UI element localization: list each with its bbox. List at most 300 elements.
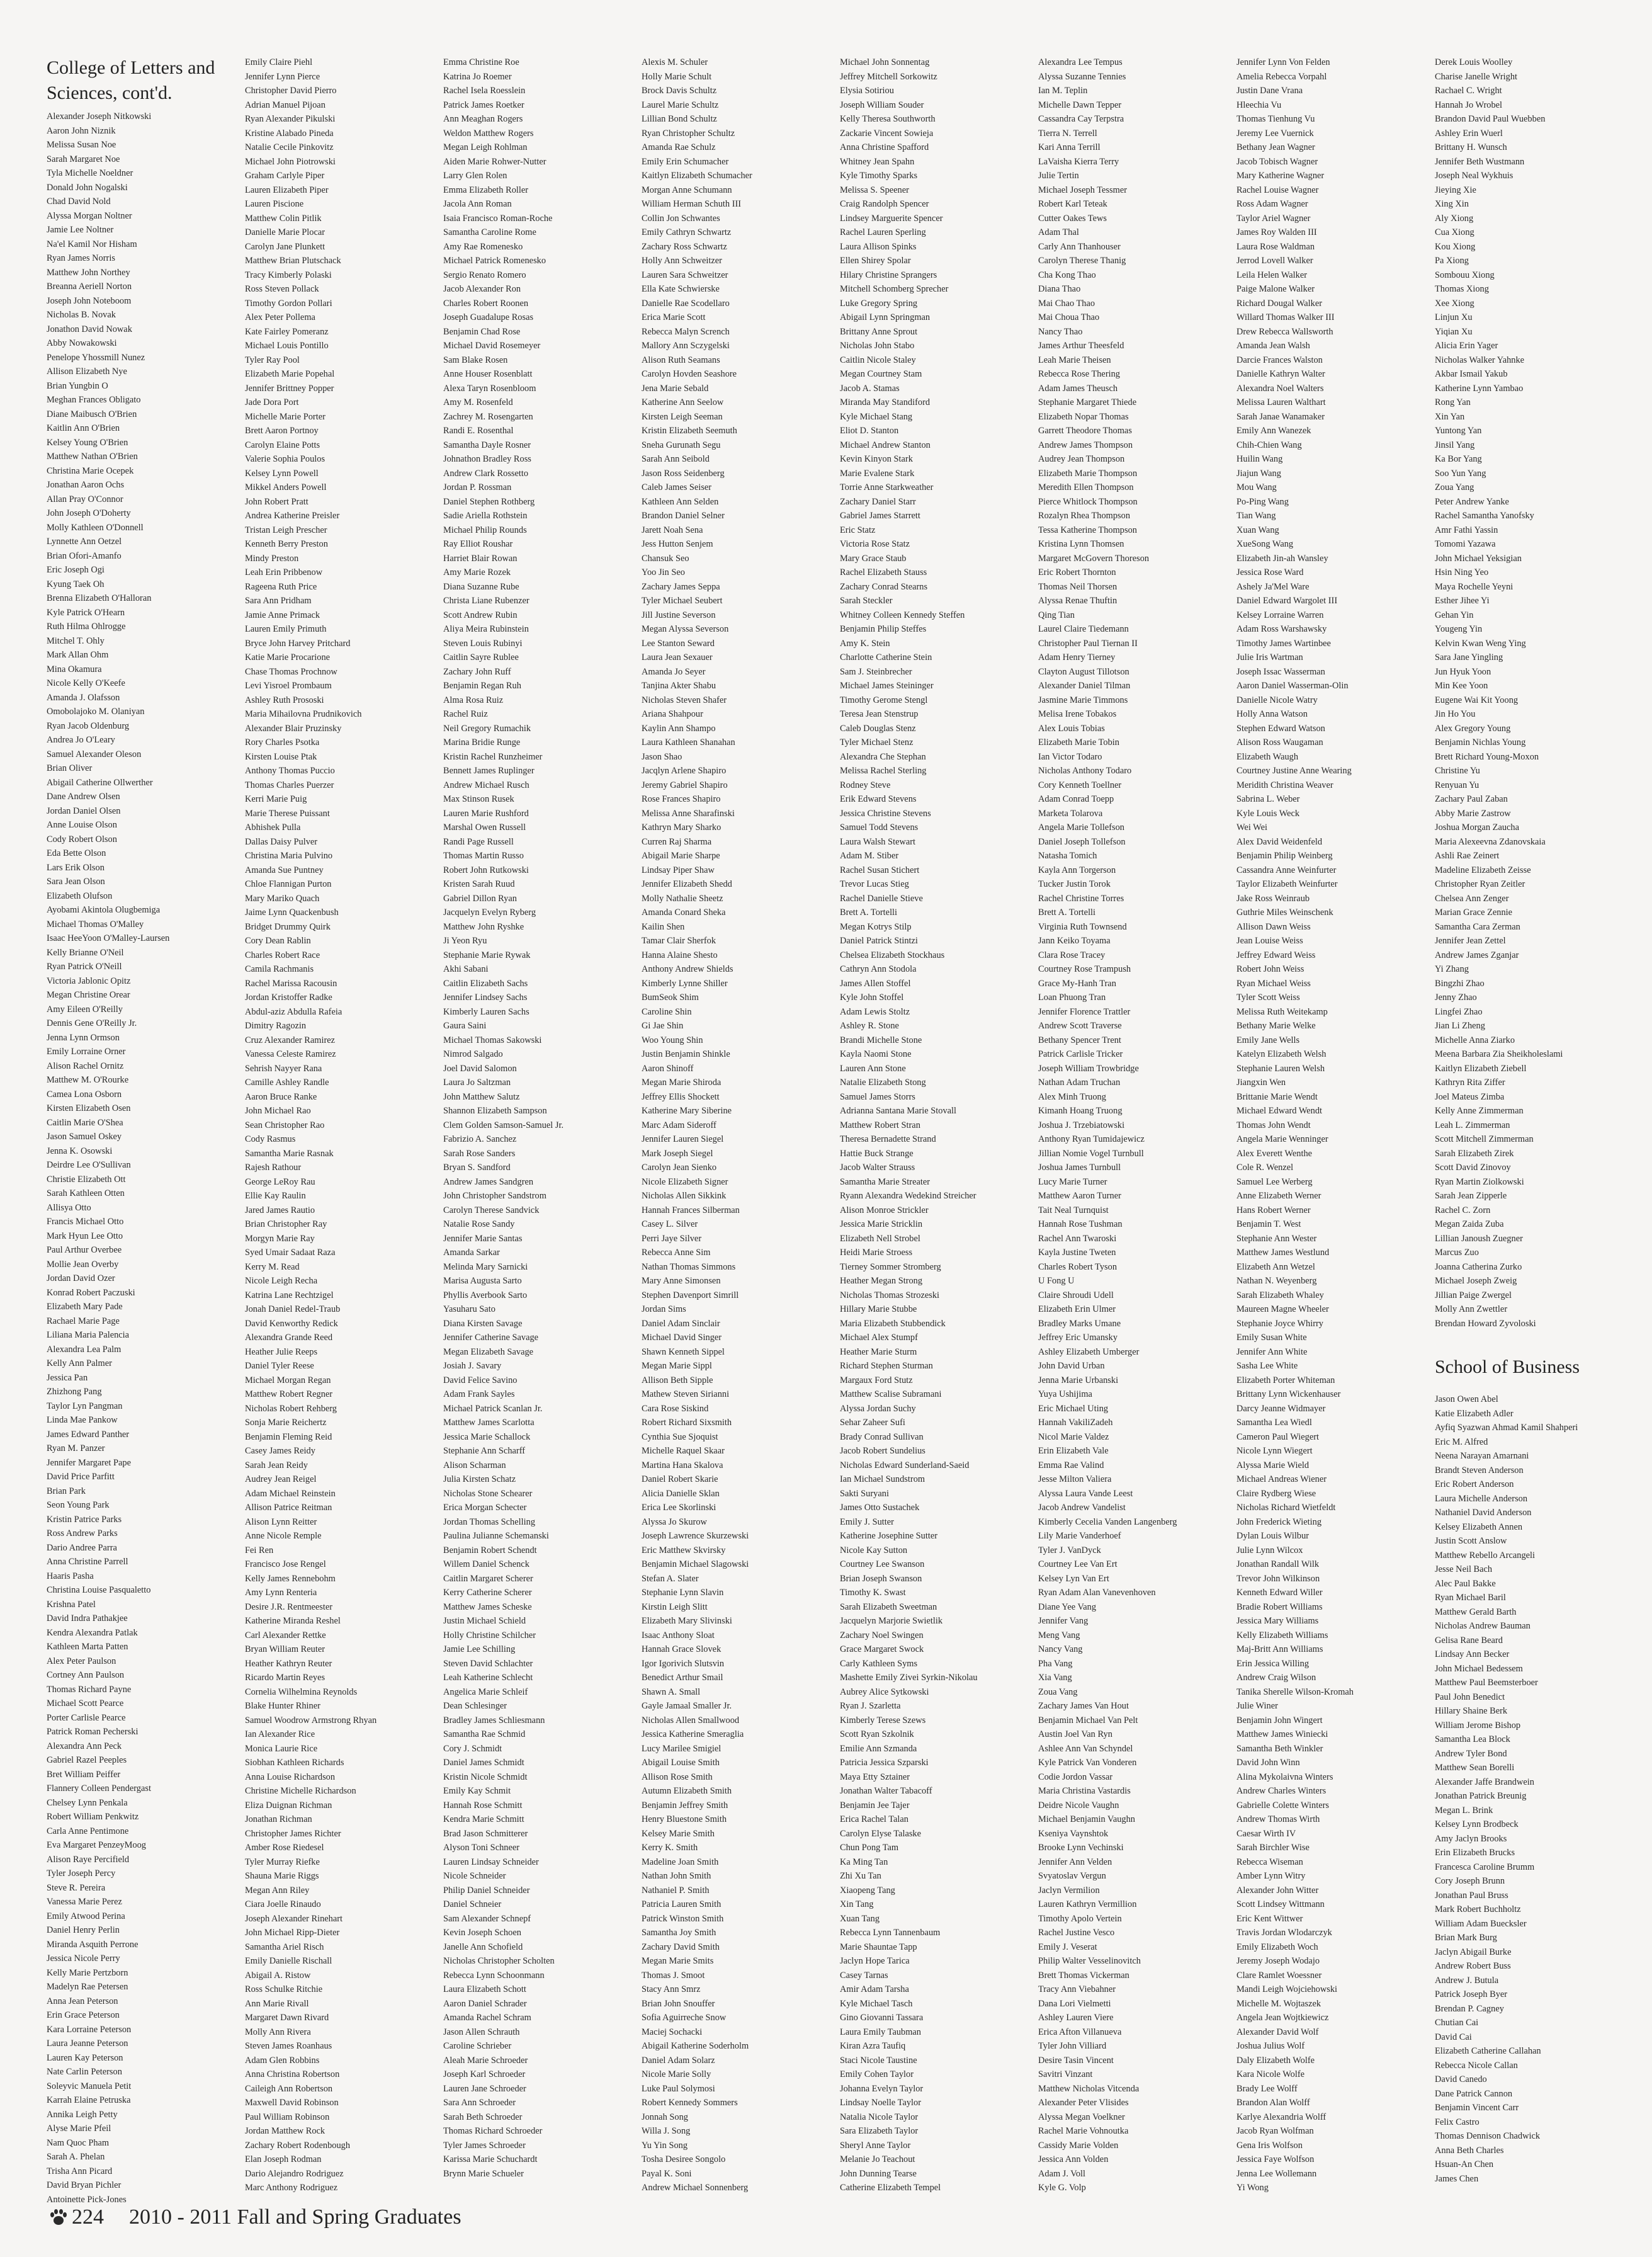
graduate-name: Yi Wong xyxy=(1236,2183,1269,2193)
graduate-name: Kseniya Vaynshtok xyxy=(1038,1828,1109,1839)
graduate-name: Elizabeth Mary Slivinski xyxy=(642,1616,732,1626)
graduate-name: Jenna Marie Urbanski xyxy=(1038,1375,1119,1385)
graduate-name: Gayle Jamaal Smaller Jr. xyxy=(642,1701,732,1711)
graduate-name: Cody Robert Olson xyxy=(47,834,117,844)
graduate-name: Dallas Daisy Pulver xyxy=(245,836,318,847)
graduate-name: Heather Megan Strong xyxy=(840,1276,923,1286)
graduate-name: Tyler Scott Weiss xyxy=(1236,992,1300,1003)
graduate-name: Sofia Aguirreche Snow xyxy=(642,2013,727,2023)
graduate-name: Alex Peter Pollema xyxy=(245,312,315,322)
graduate-name: Brett A. Tortelli xyxy=(840,907,898,918)
graduate-name: Trevor Lucas Stieg xyxy=(840,879,909,889)
graduate-name: Ashley Erin Wuerl xyxy=(1435,128,1503,139)
graduate-name: Ryan Michael Baril xyxy=(1435,1593,1506,1603)
graduate-name: XueSong Wang xyxy=(1236,539,1294,549)
graduate-name: Megan Christine Orear xyxy=(47,990,130,1000)
graduate-name: Kyle Timothy Sparks xyxy=(840,171,918,181)
graduate-name: Rong Yan xyxy=(1435,397,1471,407)
graduate-name: Abby Nowakowski xyxy=(47,338,117,348)
graduate-name: Michael Philip Rounds xyxy=(443,525,527,535)
graduate-name: Daniel Henry Perlin xyxy=(47,1925,120,1935)
graduate-name: Laura Jeanne Peterson xyxy=(47,2038,128,2049)
graduate-name: Graham Carlyle Piper xyxy=(245,171,325,181)
graduate-name: Julie Winer xyxy=(1236,1701,1278,1711)
graduate-name: Amber Rose Riedesel xyxy=(245,1843,324,1853)
graduate-name: Hsin Ning Yeo xyxy=(1435,567,1489,577)
graduate-name: Margaret McGovern Thoreson xyxy=(1038,553,1150,564)
graduate-name: Tracy Kimberly Polaski xyxy=(245,270,332,280)
graduate-name: Alexandra Noel Walters xyxy=(1236,383,1324,394)
graduate-name: Ryan J. Szarletta xyxy=(840,1701,901,1711)
name-column xyxy=(840,55,1033,2193)
graduate-name: Timothy Apolo Vertein xyxy=(1038,1913,1122,1924)
graduate-name: Randi Page Russell xyxy=(443,836,514,847)
graduate-name: George LeRoy Rau xyxy=(245,1176,315,1187)
graduate-name: Abdul-aziz Abdulla Rafeia xyxy=(245,1006,342,1017)
graduate-name: Melisa Irene Tobakos xyxy=(1038,709,1117,719)
graduate-name: Karissa Marie Schuchardt xyxy=(443,2154,538,2164)
graduate-name: Nicholas Robert Rehberg xyxy=(245,1403,337,1414)
graduate-name: Meredith Ellen Thompson xyxy=(1038,482,1134,492)
graduate-name: Alison Rachel Ornitz xyxy=(47,1060,124,1071)
graduate-name: Jennifer Brittney Popper xyxy=(245,383,334,394)
graduate-name: Dennis Gene O'Reilly Jr. xyxy=(47,1018,137,1028)
graduate-name: Aly Xiong xyxy=(1435,213,1474,224)
graduate-name: Jacob A. Stamas xyxy=(840,383,900,394)
graduate-name: Alyse Marie Pfeil xyxy=(47,2123,111,2134)
graduate-name: Carly Kathleen Syms xyxy=(840,1658,918,1669)
graduate-name: Hannah Grace Slovek xyxy=(642,1644,721,1654)
paw-print-icon xyxy=(49,2208,68,2227)
name-column xyxy=(1038,55,1231,2193)
graduate-name: Joseph Alexander Rinehart xyxy=(245,1913,343,1924)
graduate-name: Grace Margaret Swock xyxy=(840,1644,924,1654)
graduate-name: Amanda Conard Sheka xyxy=(642,907,726,918)
graduate-name: James Allen Stoffel xyxy=(840,978,911,989)
name-column xyxy=(1435,55,1628,2184)
graduate-name: Melanie Jo Teachout xyxy=(840,2154,915,2164)
graduate-name: Craig Randolph Spencer xyxy=(840,199,929,209)
graduate-name: Anna Jean Peterson xyxy=(47,1996,118,2006)
graduate-name: Blake Hunter Rhiner xyxy=(245,1701,320,1711)
graduate-name: Kelsey Lynn Powell xyxy=(245,468,319,479)
graduate-name: Rebecca Nicole Callan xyxy=(1435,2060,1518,2071)
graduate-name: Dana Lori Vielmetti xyxy=(1038,1998,1111,2009)
graduate-list xyxy=(642,55,835,2195)
graduate-name: Rachel Danielle Stieve xyxy=(840,893,923,904)
graduate-name: Renyuan Yu xyxy=(1435,780,1479,790)
graduate-name: Robert William Penkwitz xyxy=(47,1812,139,1822)
graduate-name: Nicholas John Stabo xyxy=(840,341,915,351)
graduate-name: Rajesh Rathour xyxy=(245,1163,302,1173)
graduate-name: Angela Jean Wojtkiewicz xyxy=(1236,2013,1329,2023)
graduate-name: Anne Louise Olson xyxy=(47,820,117,830)
graduate-name: Steven Louis Rubinyi xyxy=(443,638,523,649)
graduate-name: Breanna Aeriell Norton xyxy=(47,281,132,292)
graduate-name: Tessa Katherine Thompson xyxy=(1038,525,1137,535)
graduate-name: Ross Steven Pollack xyxy=(245,284,319,294)
graduate-name: Jacob Alexander Ron xyxy=(443,284,521,294)
graduate-name: Brian Yungbin O xyxy=(47,380,108,391)
graduate-name: Amanda Rae Schulz xyxy=(642,142,716,152)
graduate-name: Sergio Renato Romero xyxy=(443,270,526,280)
graduate-name: Jessica Faye Wolfson xyxy=(1236,2154,1315,2164)
graduate-name: Melissa Ruth Weitekamp xyxy=(1236,1006,1328,1017)
graduate-name: Sombouu Xiong xyxy=(1435,270,1495,280)
graduate-name: Catherine Elizabeth Tempel xyxy=(840,2183,941,2193)
graduate-name: Molly Kathleen O'Donnell xyxy=(47,522,144,533)
graduate-name: Jade Dora Port xyxy=(245,397,299,407)
graduate-name: Justin Scott Anslow xyxy=(1435,1536,1507,1546)
graduate-name: Alicia Erin Yager xyxy=(1435,341,1498,351)
graduate-name: Joseph Issac Wasserman xyxy=(1236,666,1325,677)
graduate-name: Ryan Alexander Pikulski xyxy=(245,114,336,124)
graduate-name: Julie Iris Wartman xyxy=(1236,652,1303,662)
graduate-name: Michael Andreas Wiener xyxy=(1236,1474,1327,1484)
graduate-name: Camila Rachmanis xyxy=(245,964,314,974)
graduate-name: Jiangxin Wen xyxy=(1236,1077,1286,1088)
graduate-name: Maya Rochelle Yeyni xyxy=(1435,581,1513,592)
graduate-name: Caitlin Elizabeth Sachs xyxy=(443,978,528,989)
graduate-name: Sheryl Anne Taylor xyxy=(840,2140,911,2151)
graduate-name: Caleb James Seiser xyxy=(642,482,712,492)
graduate-name: Eliza Duignan Richman xyxy=(245,1800,332,1811)
graduate-name: Courtney Lee Swanson xyxy=(840,1559,925,1569)
graduate-name: Emma Christine Roe xyxy=(443,57,519,67)
graduate-name: Kimberly Lynne Shiller xyxy=(642,978,728,989)
graduate-name: Cynthia Sue Sjoquist xyxy=(642,1431,718,1442)
graduate-name: Emily J. Veserat xyxy=(1038,1941,1097,1952)
graduate-name: Kayla Ann Torgerson xyxy=(1038,865,1116,875)
graduate-name: Zhizhong Pang xyxy=(47,1387,102,1397)
graduate-name: Nicholas B. Novak xyxy=(47,310,116,320)
graduate-name: Jacob Robert Sundelius xyxy=(840,1446,925,1456)
graduate-name: Charise Janelle Wright xyxy=(1435,71,1518,82)
graduate-name: Marian Grace Zennie xyxy=(1435,907,1513,918)
graduate-name: Matthew Brian Plutschack xyxy=(245,256,341,266)
graduate-name: Alexandra Grande Reed xyxy=(245,1333,333,1343)
graduate-name: Lauren Elizabeth Piper xyxy=(245,185,329,195)
graduate-name: Amir Adam Tarsha xyxy=(840,1984,909,1994)
graduate-name: Hleechia Vu xyxy=(1236,99,1282,110)
graduate-name: Zackarie Vincent Sowieja xyxy=(840,128,934,139)
graduate-name: Mitchel T. Ohly xyxy=(47,635,105,646)
graduate-name: Abigail Catherine Ollwerther xyxy=(47,777,153,788)
page-footer xyxy=(49,2202,461,2233)
graduate-name: Peter Andrew Yanke xyxy=(1435,496,1509,507)
graduate-name: John Michael Yeksigian xyxy=(1435,553,1522,564)
graduate-name: Robert Karl Teteak xyxy=(1038,199,1107,209)
graduate-name: Ryan Adam Alan Vanevenhoven xyxy=(1038,1588,1156,1598)
graduate-name: Stephanie Lauren Welsh xyxy=(1236,1063,1325,1074)
graduate-name: Robert John Weiss xyxy=(1236,964,1304,974)
graduate-name: Christina Maria Pulvino xyxy=(245,851,333,861)
graduate-name: Katelyn Elizabeth Welsh xyxy=(1236,1049,1327,1059)
graduate-name: Adam Henry Tierney xyxy=(1038,652,1116,662)
graduate-name: Jacob Andrew Vandelist xyxy=(1038,1503,1126,1513)
graduate-name: Madeline Joan Smith xyxy=(642,1856,719,1867)
graduate-name: Michael Thomas O'Malley xyxy=(47,919,144,930)
graduate-name: Sarah Margaret Noe xyxy=(47,154,120,164)
graduate-name: Collin Jon Schwantes xyxy=(642,213,720,224)
graduate-name: Alec Paul Bakke xyxy=(1435,1578,1496,1589)
graduate-name: Adam Lewis Stoltz xyxy=(840,1006,910,1017)
graduate-name: Daniel Robert Skarie xyxy=(642,1474,718,1484)
graduate-name: Diane Yee Vang xyxy=(1038,1601,1097,1612)
graduate-name: Xee Xiong xyxy=(1435,298,1474,309)
graduate-name: Mary Grace Staub xyxy=(840,553,907,564)
graduate-name: Kara Lorraine Peterson xyxy=(47,2024,132,2035)
graduate-name: Philip Walter Vesselinovitch xyxy=(1038,1956,1141,1966)
graduate-name: Caitlin Sayre Rublee xyxy=(443,652,519,662)
graduate-name: Ashely Ja'Mel Ware xyxy=(1236,581,1310,592)
graduate-name: Bradie Robert Williams xyxy=(1236,1601,1323,1612)
graduate-name: Anna Christina Robertson xyxy=(245,2069,340,2079)
graduate-name: Sam Blake Rosen xyxy=(443,355,508,365)
graduate-name: Danielle Kathryn Walter xyxy=(1236,369,1325,379)
graduate-name: Shannon Elizabeth Sampson xyxy=(443,1106,547,1116)
graduate-name: Stephanie Marie Rywak xyxy=(443,950,531,960)
graduate-name: Lynnette Ann Oetzel xyxy=(47,537,122,547)
graduate-name: Alexander Peter Vlisides xyxy=(1038,2098,1129,2108)
graduate-name: Leah Erin Pribbenow xyxy=(245,567,323,577)
graduate-name: Andrew Michael Sonnenberg xyxy=(642,2183,749,2193)
graduate-name: Daniel Edward Wargolet III xyxy=(1236,596,1338,606)
graduate-name: Adrian Manuel Pijoan xyxy=(245,99,325,110)
graduate-name: Ryann Alexandra Wedekind Streicher xyxy=(840,1191,976,1201)
graduate-name: Benjamin Michael Slagowski xyxy=(642,1559,749,1569)
graduate-name: Rachel Samantha Yanofsky xyxy=(1435,511,1534,521)
graduate-name: David Cai xyxy=(1435,2032,1472,2042)
graduate-name: Matthew James Scheske xyxy=(443,1601,532,1612)
graduate-name: Yougeng Yin xyxy=(1435,624,1483,634)
graduate-name: Nicholas Anthony Todaro xyxy=(1038,766,1132,776)
graduate-name: Lauren Sara Schweitzer xyxy=(642,270,728,280)
graduate-name: Alex Peter Paulson xyxy=(47,1656,116,1666)
graduate-name: Caitlin Marie O'Shea xyxy=(47,1117,123,1128)
graduate-name: Sarah Steckler xyxy=(840,596,893,606)
graduate-name: Tyler Ray Pool xyxy=(245,355,300,365)
graduate-name: Elizabeth Catherine Callahan xyxy=(1435,2046,1541,2056)
graduate-name: Sadie Ariella Rothstein xyxy=(443,511,528,521)
graduate-name: Ryan Michael Weiss xyxy=(1236,978,1311,989)
graduate-name: Laura Walsh Stewart xyxy=(840,836,916,847)
graduate-name: Eliot D. Stanton xyxy=(840,426,899,436)
graduate-name: Rebecca Rose Thering xyxy=(1038,369,1121,379)
graduate-name: Ricardo Martin Reyes xyxy=(245,1673,325,1683)
graduate-name: Elizabeth Marie Popehal xyxy=(245,369,335,379)
graduate-name: Heather Marie Sturm xyxy=(840,1346,917,1357)
graduate-name: Jennifer Florence Trattler xyxy=(1038,1006,1131,1017)
graduate-name: Nicholas Christopher Scholten xyxy=(443,1956,555,1966)
graduate-name: Ellen Shirey Spolar xyxy=(840,256,911,266)
graduate-name: Miranda Asquith Perrone xyxy=(47,1939,139,1950)
graduate-name: Kate Fairley Pomeranz xyxy=(245,326,329,337)
graduate-name: John Matthew Salutz xyxy=(443,1091,520,1102)
graduate-name: Nicholas Thomas Strozeski xyxy=(840,1290,940,1300)
graduate-name: Teresa Jean Stenstrup xyxy=(840,709,919,719)
graduate-name: Chih-Chien Wang xyxy=(1236,440,1302,450)
graduate-name: Nathan John Smith xyxy=(642,1871,711,1881)
graduate-name: Hanna Alaine Shesto xyxy=(642,950,718,960)
name-column xyxy=(1236,55,1430,2193)
graduate-name: Brittany H. Wunsch xyxy=(1435,142,1507,152)
graduate-name: Cruz Alexander Ramirez xyxy=(245,1035,336,1045)
graduate-name: Nicole Leigh Recha xyxy=(245,1276,318,1286)
graduate-name: Benjamin Philip Weinberg xyxy=(1236,851,1333,861)
graduate-name: Aiden Marie Rohwer-Nutter xyxy=(443,156,546,167)
graduate-name: Adrianna Santana Marie Stovall xyxy=(840,1106,957,1116)
graduate-name: Svyatoslav Vergun xyxy=(1038,1871,1106,1881)
graduate-name: Cody Rasmus xyxy=(245,1134,296,1144)
graduate-name: Laura Rose Waldman xyxy=(1236,241,1315,252)
graduate-name: Lindsay Ann Becker xyxy=(1435,1649,1510,1659)
graduate-name: Cornelia Wilhelmina Reynolds xyxy=(245,1686,358,1697)
graduate-name: Jill Justine Severson xyxy=(642,610,716,620)
graduate-name: Jordan P. Rossman xyxy=(443,482,512,492)
graduate-name: Michelle Raquel Skaar xyxy=(642,1446,725,1456)
graduate-name: Bridget Drummy Quirk xyxy=(245,921,331,932)
graduate-name: Jonnah Song xyxy=(642,2112,688,2122)
graduate-name: Emily Atwood Perina xyxy=(47,1911,125,1921)
graduate-name: Ka Ming Tan xyxy=(840,1856,888,1867)
graduate-name: Lars Erik Olson xyxy=(47,862,105,873)
graduate-name: Clare Ramlet Woessner xyxy=(1236,1970,1322,1981)
graduate-name: Cory Dean Rablin xyxy=(245,936,311,946)
graduate-name: Zoua Vang xyxy=(1038,1686,1078,1697)
graduate-name: Ann Marie Rivall xyxy=(245,1998,309,2009)
graduate-name: Alyssa Jo Skurow xyxy=(642,1516,707,1527)
graduate-name: Christie Elizabeth Ott xyxy=(47,1174,126,1185)
graduate-name: Linda Mae Pankow xyxy=(47,1415,118,1425)
graduate-name: Elizabeth Olufson xyxy=(47,890,113,901)
graduate-name: Michael Thomas Sakowski xyxy=(443,1035,542,1045)
graduate-name: Jaclyn Abigail Burke xyxy=(1435,1947,1512,1957)
graduate-name: Brittanie Marie Wendt xyxy=(1236,1091,1318,1102)
graduate-name: Alison Monroe Strickler xyxy=(840,1205,929,1215)
graduate-name: Kelvin Kwan Weng Ying xyxy=(1435,638,1526,649)
graduate-name: Johanna Evelyn Taylor xyxy=(840,2083,924,2094)
graduate-name: Isaac HeeYoon O'Malley-Laursen xyxy=(47,933,170,943)
graduate-name: Benjamin John Wingert xyxy=(1236,1715,1323,1725)
graduate-name: Kelsey Marie Smith xyxy=(642,1828,715,1839)
graduate-name: Christopher David Pierro xyxy=(245,86,337,96)
graduate-name: Monica Laurie Rice xyxy=(245,1743,318,1754)
graduate-name: Chun Pong Tam xyxy=(840,1843,899,1853)
graduate-name: Michael David Singer xyxy=(642,1333,722,1343)
graduate-name: Amanda Sue Puntney xyxy=(245,865,324,875)
graduate-name: Michael Scott Pearce xyxy=(47,1698,124,1708)
graduate-name: Liliana Maria Palencia xyxy=(47,1330,130,1340)
graduate-name: Stephanie Lynn Slavin xyxy=(642,1588,724,1598)
graduate-name: Nathaniel P. Smith xyxy=(642,1885,710,1896)
graduate-name: Clem Golden Samson-Samuel Jr. xyxy=(443,1120,564,1130)
graduate-name: Matthew Sean Borelli xyxy=(1435,1763,1515,1773)
graduate-name: Akbar Ismail Yakub xyxy=(1435,369,1508,379)
graduate-name: Kirsten Leigh Seeman xyxy=(642,411,723,422)
graduate-name: Joshua Julius Wolf xyxy=(1236,2041,1305,2051)
graduate-name: Julia Kirsten Schatz xyxy=(443,1474,516,1484)
graduate-name: John Robert Pratt xyxy=(245,496,308,507)
graduate-name: Stefan A. Slater xyxy=(642,1573,699,1584)
graduate-name: Jun Hyuk Yoon xyxy=(1435,666,1491,677)
graduate-name: Angela Marie Tollefson xyxy=(1038,822,1124,833)
graduate-name: Hsuan-An Chen xyxy=(1435,2159,1494,2169)
graduate-name: Patrick Joseph Byer xyxy=(1435,1989,1508,1999)
graduate-name: Dario Andree Parra xyxy=(47,1542,117,1553)
graduate-name: Thomas Charles Puerzer xyxy=(245,780,334,790)
graduate-name: Jillian Nomie Vogel Turnbull xyxy=(1038,1148,1144,1159)
graduate-name: Charlotte Catherine Stein xyxy=(840,652,932,662)
graduate-name: Mary Katherine Wagner xyxy=(1236,171,1325,181)
graduate-name: Anne Houser Rosenblatt xyxy=(443,369,533,379)
graduate-name: Matthew Robert Regner xyxy=(245,1389,333,1399)
graduate-name: Nathaniel David Anderson xyxy=(1435,1508,1532,1518)
graduate-name: Christa Liane Rubenzer xyxy=(443,596,529,606)
graduate-name: Eva Margaret PenzeyMoog xyxy=(47,1840,146,1850)
graduate-name: Gaura Saini xyxy=(443,1021,487,1031)
graduate-name: Nicholas Andrew Bauman xyxy=(1435,1621,1530,1631)
graduate-name: Carly Ann Thanhouser xyxy=(1038,241,1121,252)
graduate-name: Jennifer Vang xyxy=(1038,1616,1089,1626)
graduate-name: Steve R. Pereira xyxy=(47,1882,106,1893)
graduate-name: Whitney Colleen Kennedy Steffen xyxy=(840,610,965,620)
graduate-name: Maria Alexeevna Zdanovskaia xyxy=(1435,836,1546,847)
graduate-name: Nicole Lynn Wiegert xyxy=(1236,1446,1313,1456)
graduate-name: Chelsea Elizabeth Stockhaus xyxy=(840,950,945,960)
graduate-name: Desire Tasin Vincent xyxy=(1038,2055,1114,2066)
graduate-name: Samantha Joy Smith xyxy=(642,1928,716,1938)
graduate-name: Ian Victor Todaro xyxy=(1038,751,1102,762)
graduate-name: Emily J. Sutter xyxy=(840,1516,894,1527)
graduate-name: Tyler John Villiard xyxy=(1038,2041,1107,2051)
graduate-name: Natalia Nicole Taylor xyxy=(840,2112,919,2122)
graduate-name: Michael Edward Wendt xyxy=(1236,1106,1323,1116)
graduate-name: Lauren Lindsay Schneider xyxy=(443,1856,539,1867)
graduate-name: Anthony Ryan Tumidajewicz xyxy=(1038,1134,1145,1144)
graduate-name: Marc Anthony Rodriguez xyxy=(245,2183,338,2193)
graduate-name: Kelly Marie Pertzborn xyxy=(47,1967,128,1978)
graduate-name: Benjamin Vincent Carr xyxy=(1435,2103,1519,2113)
graduate-name: Elizabeth Porter Whiteman xyxy=(1236,1375,1335,1385)
graduate-name: Nathan Thomas Simmons xyxy=(642,1261,736,1272)
graduate-name: Jason Samuel Oskey xyxy=(47,1132,122,1142)
graduate-name: Rebecca Wiseman xyxy=(1236,1856,1303,1867)
graduate-name: Sam J. Steinbrecher xyxy=(840,666,912,677)
graduate-name: Julie Tertin xyxy=(1038,171,1079,181)
graduate-name: Alexandra Lea Palm xyxy=(47,1344,122,1355)
graduate-name: Mai Chao Thao xyxy=(1038,298,1095,309)
graduate-name: Kathleen Ann Selden xyxy=(642,496,719,507)
graduate-name: Kimanh Hoang Truong xyxy=(1038,1106,1123,1116)
graduate-name: Tyla Michelle Noeldner xyxy=(47,168,133,178)
graduate-name: Francesca Caroline Brumm xyxy=(1435,1862,1535,1872)
graduate-name: Morgan Anne Schumann xyxy=(642,185,732,195)
graduate-name: Dean Schlesinger xyxy=(443,1701,507,1711)
graduate-name: Rozalyn Rhea Thompson xyxy=(1038,511,1131,521)
graduate-name: Chelsey Lynn Penkala xyxy=(47,1797,128,1808)
graduate-name: Lindsay Piper Shaw xyxy=(642,865,715,875)
graduate-name: Luke Paul Solymosi xyxy=(642,2083,715,2094)
graduate-name: Richard Stephen Sturman xyxy=(840,1361,933,1371)
graduate-name: Lucy Marie Turner xyxy=(1038,1176,1107,1187)
graduate-name: Megan Courtney Stam xyxy=(840,369,922,379)
graduate-name: Erin Elizabeth Vale xyxy=(1038,1446,1109,1456)
graduate-name: Brandi Michelle Stone xyxy=(840,1035,922,1045)
graduate-name: Sarah Janae Wanamaker xyxy=(1236,411,1325,422)
graduate-name: Willa J. Song xyxy=(642,2126,691,2136)
graduate-name: Erica Afton Villanueva xyxy=(1038,2027,1122,2037)
